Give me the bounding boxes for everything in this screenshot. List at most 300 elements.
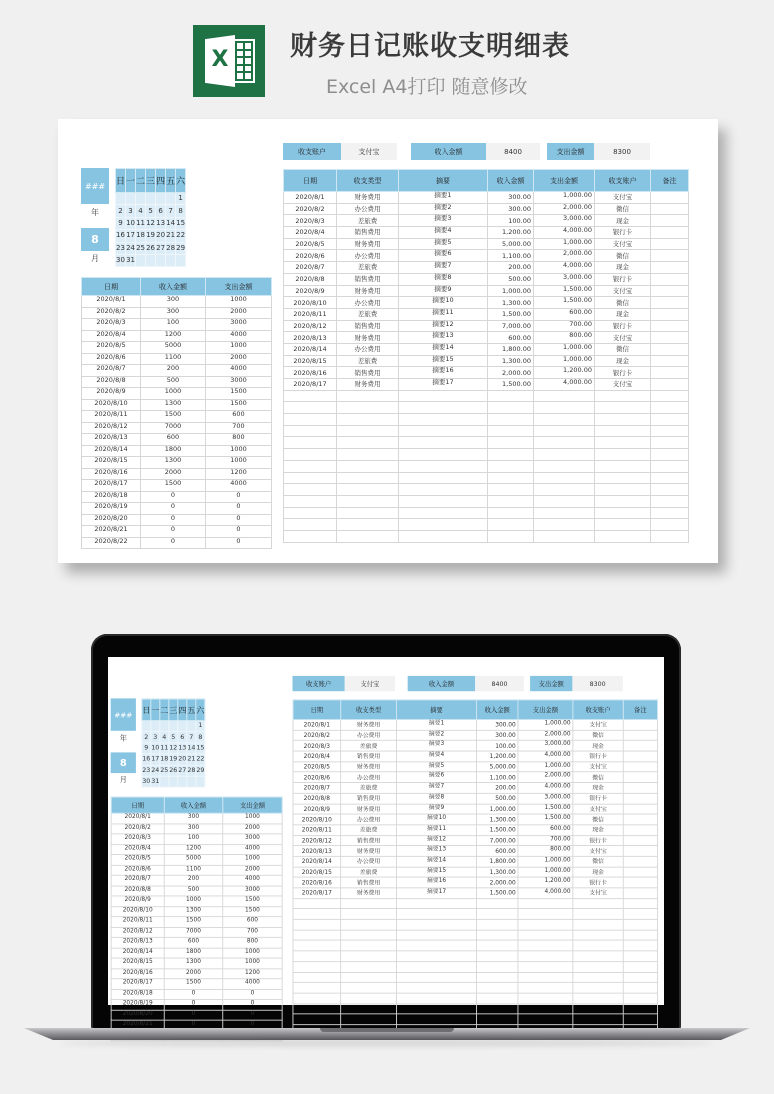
ledger-cell[interactable]	[651, 308, 689, 320]
ledger-cell[interactable]: 1,000.00	[534, 238, 595, 250]
ledger-cell[interactable]	[651, 238, 689, 250]
daily-cell[interactable]: 700	[223, 927, 282, 937]
ledger-cell[interactable]: 700.00	[534, 320, 595, 332]
ledger-empty-cell[interactable]	[488, 519, 534, 531]
calendar-day[interactable]: 18	[136, 230, 146, 242]
daily-cell[interactable]: 0	[141, 537, 206, 549]
ledger-cell[interactable]: 2020/8/5	[284, 238, 337, 250]
daily-cell[interactable]: 1200	[223, 968, 282, 978]
ledger-cell[interactable]: 差旅费	[337, 308, 399, 320]
calendar-day[interactable]: 30	[116, 254, 126, 266]
ledger-cell[interactable]: 摘要17	[399, 379, 488, 391]
ledger-cell[interactable]: 银行卡	[573, 793, 623, 804]
daily-cell[interactable]: 2020/8/9	[82, 388, 141, 400]
ledger-cell[interactable]	[651, 332, 689, 344]
daily-cell[interactable]: 1200	[164, 844, 223, 854]
ledger-empty-cell[interactable]	[623, 993, 657, 1004]
daily-cell[interactable]: 4000	[223, 979, 282, 989]
ledger-empty-cell[interactable]	[488, 437, 534, 449]
ledger-cell[interactable]: 2020/8/7	[293, 783, 341, 794]
ledger-cell[interactable]: 4,000.00	[534, 262, 595, 274]
daily-cell[interactable]: 2020/8/3	[82, 319, 141, 331]
daily-cell[interactable]: 1500	[206, 399, 272, 411]
ledger-empty-cell[interactable]	[337, 530, 399, 542]
ledger-cell[interactable]: 办公费用	[337, 297, 399, 309]
calendar-day[interactable]: 5	[146, 205, 156, 217]
ledger-cell[interactable]: 1,500.00	[477, 888, 518, 899]
ledger-cell[interactable]: 摘要12	[399, 320, 488, 332]
ledger-empty-cell[interactable]	[399, 460, 488, 472]
daily-cell[interactable]: 1000	[223, 855, 282, 865]
daily-cell[interactable]: 1300	[141, 399, 206, 411]
ledger-empty-cell[interactable]	[534, 530, 595, 542]
ledger-cell[interactable]: 2,000.00	[518, 772, 573, 783]
ledger-empty-cell[interactable]	[573, 1004, 623, 1015]
daily-cell[interactable]: 300	[141, 296, 206, 308]
ledger-empty-cell[interactable]	[341, 919, 397, 930]
ledger-cell[interactable]: 1,500.00	[534, 297, 595, 309]
ledger-empty-cell[interactable]	[341, 961, 397, 972]
ledger-empty-cell[interactable]	[488, 460, 534, 472]
ledger-empty-cell[interactable]	[595, 449, 651, 461]
ledger-empty-cell[interactable]	[396, 919, 476, 930]
ledger-empty-cell[interactable]	[396, 930, 476, 941]
ledger-empty-cell[interactable]	[651, 414, 689, 426]
daily-cell[interactable]: 100	[164, 834, 223, 844]
ledger-cell[interactable]	[651, 343, 689, 355]
ledger-cell[interactable]: 支付宝	[595, 238, 651, 250]
daily-cell[interactable]: 2020/8/3	[111, 834, 164, 844]
ledger-empty-cell[interactable]	[284, 530, 337, 542]
ledger-empty-cell[interactable]	[573, 898, 623, 909]
ledger-cell[interactable]: 财务费用	[337, 379, 399, 391]
calendar-day[interactable]: 14	[187, 743, 196, 754]
ledger-empty-cell[interactable]	[518, 940, 573, 951]
ledger-cell[interactable]: 2020/8/3	[284, 215, 337, 227]
ledger-cell[interactable]	[623, 751, 657, 762]
calendar-day[interactable]: 10	[151, 743, 160, 754]
ledger-empty-cell[interactable]	[518, 898, 573, 909]
ledger-cell[interactable]: 摘要11	[396, 825, 476, 836]
ledger-cell[interactable]: 1,500.00	[534, 285, 595, 297]
ledger-cell[interactable]: 600.00	[488, 332, 534, 344]
ledger-empty-cell[interactable]	[595, 460, 651, 472]
ledger-empty-cell[interactable]	[337, 472, 399, 484]
ledger-cell[interactable]: 销售费用	[341, 877, 397, 888]
daily-cell[interactable]: 2020/8/15	[111, 958, 164, 968]
calendar-day[interactable]: 22	[176, 230, 186, 242]
ledger-cell[interactable]: 摘要7	[396, 783, 476, 794]
ledger-cell[interactable]: 摘要9	[396, 804, 476, 815]
ledger-cell[interactable]: 1,100.00	[477, 772, 518, 783]
ledger-empty-cell[interactable]	[284, 437, 337, 449]
ledger-empty-cell[interactable]	[396, 993, 476, 1004]
ledger-empty-cell[interactable]	[651, 484, 689, 496]
ledger-cell[interactable]	[651, 273, 689, 285]
calendar-day[interactable]: 30	[142, 776, 151, 787]
daily-cell[interactable]: 2020/8/9	[111, 896, 164, 906]
ledger-empty-cell[interactable]	[293, 898, 341, 909]
ledger-cell[interactable]	[623, 730, 657, 741]
ledger-cell[interactable]: 办公费用	[341, 772, 397, 783]
daily-cell[interactable]: 100	[141, 319, 206, 331]
calendar-day[interactable]: 2	[142, 732, 151, 743]
calendar-day[interactable]: 25	[160, 765, 169, 776]
ledger-cell[interactable]: 差旅费	[341, 783, 397, 794]
ledger-cell[interactable]: 1,000.00	[518, 867, 573, 878]
ledger-cell[interactable]: 摘要15	[396, 867, 476, 878]
daily-cell[interactable]: 2020/8/21	[111, 1020, 164, 1030]
daily-cell[interactable]: 2020/8/1	[82, 296, 141, 308]
ledger-empty-cell[interactable]	[595, 390, 651, 402]
daily-cell[interactable]: 3000	[223, 886, 282, 896]
ledger-empty-cell[interactable]	[623, 909, 657, 920]
daily-cell[interactable]: 2020/8/6	[82, 353, 141, 365]
ledger-cell[interactable]: 2020/8/15	[284, 355, 337, 367]
ledger-cell[interactable]: 2020/8/6	[284, 250, 337, 262]
ledger-empty-cell[interactable]	[293, 1004, 341, 1015]
ledger-cell[interactable]: 摘要16	[396, 877, 476, 888]
ledger-cell[interactable]: 销售费用	[337, 320, 399, 332]
ledger-cell[interactable]: 1,500.00	[488, 308, 534, 320]
ledger-empty-cell[interactable]	[534, 449, 595, 461]
ledger-empty-cell[interactable]	[534, 484, 595, 496]
daily-cell[interactable]: 2020/8/13	[111, 937, 164, 947]
calendar-day[interactable]: 13	[156, 217, 166, 229]
calendar-day[interactable]: 16	[116, 230, 126, 242]
ledger-cell[interactable]: 微信	[595, 203, 651, 215]
calendar-day[interactable]: 14	[166, 217, 176, 229]
ledger-cell[interactable]: 3,000.00	[518, 741, 573, 752]
ledger-cell[interactable]	[623, 877, 657, 888]
daily-cell[interactable]: 1000	[223, 958, 282, 968]
calendar-day[interactable]: 21	[166, 230, 176, 242]
ledger-cell[interactable]	[651, 367, 689, 379]
ledger-cell[interactable]	[651, 192, 689, 204]
ledger-empty-cell[interactable]	[534, 437, 595, 449]
daily-cell[interactable]: 2020/8/13	[82, 434, 141, 446]
ledger-empty-cell[interactable]	[477, 940, 518, 951]
ledger-empty-cell[interactable]	[399, 425, 488, 437]
ledger-cell[interactable]: 1,200.00	[518, 877, 573, 888]
ledger-cell[interactable]: 2020/8/14	[284, 343, 337, 355]
ledger-empty-cell[interactable]	[477, 1004, 518, 1015]
daily-cell[interactable]: 2020/8/2	[111, 824, 164, 834]
daily-cell[interactable]: 0	[206, 537, 272, 549]
ledger-cell[interactable]: 2020/8/17	[293, 888, 341, 899]
calendar-day[interactable]: 16	[142, 754, 151, 765]
calendar-day[interactable]: 3	[126, 205, 136, 217]
ledger-cell[interactable]: 销售费用	[337, 227, 399, 239]
ledger-cell[interactable]: 2,000.00	[534, 250, 595, 262]
ledger-empty-cell[interactable]	[651, 402, 689, 414]
ledger-cell[interactable]: 4,000.00	[518, 751, 573, 762]
ledger-empty-cell[interactable]	[488, 530, 534, 542]
ledger-cell[interactable]: 2020/8/17	[284, 379, 337, 391]
daily-cell[interactable]: 1800	[141, 445, 206, 457]
ledger-cell[interactable]	[623, 846, 657, 857]
daily-cell[interactable]: 2000	[141, 468, 206, 480]
daily-cell[interactable]: 2020/8/20	[82, 514, 141, 526]
ledger-cell[interactable]	[623, 741, 657, 752]
ledger-empty-cell[interactable]	[293, 993, 341, 1004]
ledger-empty-cell[interactable]	[534, 519, 595, 531]
ledger-empty-cell[interactable]	[396, 898, 476, 909]
ledger-cell[interactable]: 摘要17	[396, 888, 476, 899]
ledger-empty-cell[interactable]	[399, 519, 488, 531]
ledger-empty-cell[interactable]	[284, 519, 337, 531]
calendar-day[interactable]: 27	[178, 765, 187, 776]
ledger-empty-cell[interactable]	[595, 414, 651, 426]
daily-cell[interactable]: 1500	[141, 411, 206, 423]
daily-cell[interactable]: 1500	[206, 388, 272, 400]
ledger-cell[interactable]: 办公费用	[341, 856, 397, 867]
ledger-empty-cell[interactable]	[341, 898, 397, 909]
ledger-cell[interactable]: 800.00	[534, 332, 595, 344]
ledger-empty-cell[interactable]	[293, 951, 341, 962]
calendar-day[interactable]: 7	[166, 205, 176, 217]
daily-cell[interactable]: 200	[164, 875, 223, 885]
daily-cell[interactable]: 0	[141, 514, 206, 526]
ledger-empty-cell[interactable]	[399, 472, 488, 484]
ledger-cell[interactable]: 银行卡	[595, 367, 651, 379]
daily-cell[interactable]: 0	[223, 989, 282, 999]
ledger-cell[interactable]	[623, 888, 657, 899]
ledger-empty-cell[interactable]	[399, 530, 488, 542]
ledger-cell[interactable]: 1,800.00	[488, 343, 534, 355]
calendar-day[interactable]: 26	[146, 242, 156, 254]
ledger-cell[interactable]: 摘要3	[399, 215, 488, 227]
ledger-cell[interactable]: 7,000.00	[477, 835, 518, 846]
calendar-day[interactable]: 7	[187, 732, 196, 743]
daily-cell[interactable]: 2020/8/19	[82, 503, 141, 515]
calendar-day[interactable]: 31	[151, 776, 160, 787]
ledger-cell[interactable]: 1,500.00	[488, 379, 534, 391]
ledger-cell[interactable]: 微信	[573, 856, 623, 867]
ledger-empty-cell[interactable]	[396, 1004, 476, 1015]
ledger-cell[interactable]	[623, 762, 657, 773]
calendar-day[interactable]: 12	[169, 743, 178, 754]
ledger-cell[interactable]: 摘要13	[399, 332, 488, 344]
ledger-cell[interactable]: 2020/8/13	[293, 846, 341, 857]
ledger-empty-cell[interactable]	[488, 484, 534, 496]
ledger-cell[interactable]: 1,300.00	[488, 297, 534, 309]
daily-cell[interactable]: 2020/8/2	[82, 307, 141, 319]
daily-cell[interactable]: 0	[206, 503, 272, 515]
ledger-cell[interactable]: 销售费用	[337, 367, 399, 379]
ledger-empty-cell[interactable]	[534, 495, 595, 507]
ledger-cell[interactable]: 现金	[595, 215, 651, 227]
ledger-empty-cell[interactable]	[651, 495, 689, 507]
ledger-cell[interactable]: 2020/8/11	[284, 308, 337, 320]
ledger-cell[interactable]: 办公费用	[341, 814, 397, 825]
ledger-cell[interactable]: 销售费用	[341, 793, 397, 804]
daily-cell[interactable]: 3000	[206, 376, 272, 388]
ledger-cell[interactable]: 财务费用	[341, 762, 397, 773]
ledger-cell[interactable]: 2020/8/2	[293, 730, 341, 741]
ledger-cell[interactable]: 300.00	[488, 192, 534, 204]
daily-cell[interactable]: 0	[206, 514, 272, 526]
calendar-day[interactable]: 29	[176, 242, 186, 254]
daily-cell[interactable]: 300	[164, 824, 223, 834]
ledger-cell[interactable]: 1,000.00	[534, 343, 595, 355]
calendar-day[interactable]: 4	[136, 205, 146, 217]
daily-cell[interactable]: 1100	[141, 353, 206, 365]
ledger-cell[interactable]: 销售费用	[337, 273, 399, 285]
ledger-cell[interactable]: 5,000.00	[477, 762, 518, 773]
daily-cell[interactable]: 1500	[164, 917, 223, 927]
summary-account-value[interactable]: 支付宝	[345, 676, 395, 691]
ledger-cell[interactable]: 支付宝	[595, 379, 651, 391]
year-value[interactable]: ###	[81, 168, 109, 204]
daily-cell[interactable]: 1200	[206, 468, 272, 480]
ledger-cell[interactable]: 摘要5	[396, 762, 476, 773]
ledger-empty-cell[interactable]	[293, 961, 341, 972]
ledger-empty-cell[interactable]	[518, 972, 573, 983]
daily-cell[interactable]: 1800	[164, 948, 223, 958]
daily-cell[interactable]: 1300	[164, 958, 223, 968]
ledger-cell[interactable]: 财务费用	[341, 888, 397, 899]
ledger-cell[interactable]: 2020/8/16	[284, 367, 337, 379]
ledger-empty-cell[interactable]	[573, 951, 623, 962]
calendar-day[interactable]: 9	[142, 743, 151, 754]
ledger-cell[interactable]	[623, 825, 657, 836]
daily-cell[interactable]: 2020/8/15	[82, 457, 141, 469]
daily-cell[interactable]: 2020/8/20	[111, 1010, 164, 1020]
ledger-empty-cell[interactable]	[488, 402, 534, 414]
ledger-empty-cell[interactable]	[399, 414, 488, 426]
calendar-day[interactable]: 20	[178, 754, 187, 765]
ledger-empty-cell[interactable]	[623, 951, 657, 962]
ledger-cell[interactable]: 摘要8	[399, 273, 488, 285]
ledger-empty-cell[interactable]	[396, 909, 476, 920]
calendar-day[interactable]: 10	[126, 217, 136, 229]
ledger-cell[interactable]: 700.00	[518, 835, 573, 846]
ledger-empty-cell[interactable]	[284, 402, 337, 414]
ledger-empty-cell[interactable]	[518, 909, 573, 920]
ledger-empty-cell[interactable]	[337, 425, 399, 437]
daily-cell[interactable]: 0	[141, 526, 206, 538]
ledger-cell[interactable]: 摘要13	[396, 846, 476, 857]
daily-cell[interactable]: 0	[223, 1020, 282, 1030]
ledger-empty-cell[interactable]	[623, 898, 657, 909]
calendar-day[interactable]: 23	[142, 765, 151, 776]
ledger-cell[interactable]: 600.00	[534, 308, 595, 320]
daily-cell[interactable]: 500	[141, 376, 206, 388]
calendar-day[interactable]: 12	[146, 217, 156, 229]
ledger-cell[interactable]: 办公费用	[337, 343, 399, 355]
ledger-cell[interactable]: 销售费用	[341, 751, 397, 762]
ledger-empty-cell[interactable]	[477, 898, 518, 909]
ledger-cell[interactable]: 差旅费	[337, 355, 399, 367]
ledger-cell[interactable]: 2020/8/9	[284, 285, 337, 297]
ledger-empty-cell[interactable]	[293, 909, 341, 920]
ledger-empty-cell[interactable]	[488, 472, 534, 484]
ledger-empty-cell[interactable]	[396, 983, 476, 994]
ledger-cell[interactable]: 支付宝	[573, 846, 623, 857]
ledger-cell[interactable]: 支付宝	[595, 332, 651, 344]
ledger-cell[interactable]: 差旅费	[341, 825, 397, 836]
daily-cell[interactable]: 1300	[164, 906, 223, 916]
daily-cell[interactable]: 4000	[206, 480, 272, 492]
ledger-empty-cell[interactable]	[488, 414, 534, 426]
ledger-cell[interactable]: 微信	[573, 730, 623, 741]
ledger-empty-cell[interactable]	[518, 919, 573, 930]
calendar-day[interactable]: 15	[196, 743, 205, 754]
ledger-cell[interactable]: 1,300.00	[477, 867, 518, 878]
ledger-empty-cell[interactable]	[284, 472, 337, 484]
ledger-cell[interactable]: 7,000.00	[488, 320, 534, 332]
daily-cell[interactable]: 7000	[164, 927, 223, 937]
calendar-day[interactable]: 19	[146, 230, 156, 242]
ledger-cell[interactable]: 1,000.00	[518, 762, 573, 773]
ledger-cell[interactable]: 2020/8/12	[293, 835, 341, 846]
ledger-cell[interactable]: 1,800.00	[477, 856, 518, 867]
ledger-empty-cell[interactable]	[488, 390, 534, 402]
ledger-cell[interactable]: 600.00	[477, 846, 518, 857]
ledger-cell[interactable]: 300.00	[488, 203, 534, 215]
ledger-cell[interactable]: 1,000.00	[518, 856, 573, 867]
ledger-cell[interactable]: 微信	[595, 343, 651, 355]
ledger-cell[interactable]: 支付宝	[595, 285, 651, 297]
ledger-cell[interactable]: 摘要6	[399, 250, 488, 262]
ledger-empty-cell[interactable]	[337, 460, 399, 472]
ledger-cell[interactable]: 现金	[595, 262, 651, 274]
ledger-cell[interactable]: 摘要2	[396, 730, 476, 741]
daily-cell[interactable]: 2020/8/12	[111, 927, 164, 937]
year-value[interactable]: ###	[111, 698, 136, 730]
ledger-empty-cell[interactable]	[293, 930, 341, 941]
daily-cell[interactable]: 2020/8/17	[111, 979, 164, 989]
ledger-empty-cell[interactable]	[293, 940, 341, 951]
ledger-cell[interactable]: 2020/8/5	[293, 762, 341, 773]
ledger-cell[interactable]	[623, 783, 657, 794]
ledger-empty-cell[interactable]	[488, 425, 534, 437]
daily-cell[interactable]: 0	[141, 503, 206, 515]
ledger-cell[interactable]	[651, 227, 689, 239]
calendar-day[interactable]: 6	[156, 205, 166, 217]
daily-cell[interactable]: 1000	[223, 813, 282, 823]
ledger-empty-cell[interactable]	[341, 930, 397, 941]
ledger-cell[interactable]: 200.00	[488, 262, 534, 274]
ledger-empty-cell[interactable]	[488, 449, 534, 461]
calendar-day[interactable]: 13	[178, 743, 187, 754]
ledger-cell[interactable]: 摘要8	[396, 793, 476, 804]
ledger-cell[interactable]: 2020/8/12	[284, 320, 337, 332]
daily-cell[interactable]: 2020/8/22	[82, 537, 141, 549]
ledger-empty-cell[interactable]	[396, 972, 476, 983]
ledger-cell[interactable]: 4,000.00	[518, 888, 573, 899]
ledger-cell[interactable]: 摘要15	[399, 355, 488, 367]
ledger-empty-cell[interactable]	[284, 484, 337, 496]
ledger-cell[interactable]	[623, 772, 657, 783]
ledger-empty-cell[interactable]	[477, 919, 518, 930]
ledger-empty-cell[interactable]	[623, 961, 657, 972]
ledger-cell[interactable]: 1,500.00	[477, 825, 518, 836]
ledger-empty-cell[interactable]	[623, 1004, 657, 1015]
ledger-empty-cell[interactable]	[623, 1014, 657, 1025]
ledger-empty-cell[interactable]	[337, 414, 399, 426]
daily-cell[interactable]: 2000	[164, 968, 223, 978]
ledger-empty-cell[interactable]	[623, 972, 657, 983]
ledger-cell[interactable]: 摘要9	[399, 285, 488, 297]
ledger-empty-cell[interactable]	[573, 993, 623, 1004]
daily-cell[interactable]: 1200	[141, 330, 206, 342]
ledger-cell[interactable]: 2020/8/11	[293, 825, 341, 836]
ledger-cell[interactable]: 1,000.00	[518, 720, 573, 731]
calendar-day[interactable]: 27	[156, 242, 166, 254]
ledger-empty-cell[interactable]	[399, 495, 488, 507]
